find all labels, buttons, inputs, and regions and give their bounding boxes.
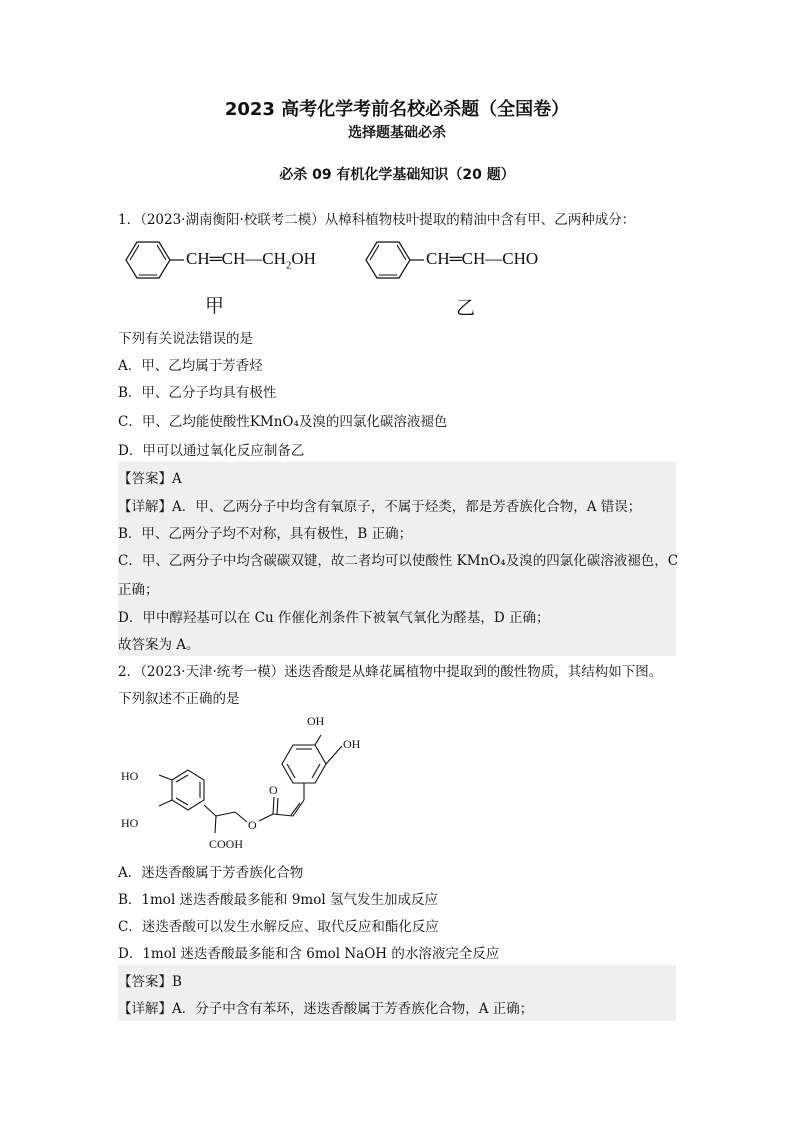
structure-jia-label: 甲 (205, 295, 225, 317)
question-1-option-a: A．甲、乙均属于芳香烃 (118, 358, 263, 374)
question-2-stem: 2．（2023·天津·统考一模）迷迭香酸是从蜂花属植物中提取到的酸性物质，其结构如下图。 (118, 664, 663, 680)
question-1-stem: 1．（2023·湖南衡阳·校联考二模）从樟科植物枝叶提取的精油中含有甲、乙两种成分： (118, 212, 636, 228)
question-2-prompt: 下列叙述不正确的是 (118, 691, 240, 707)
question-1-option-d: D．甲可以通过氧化反应制备乙 (118, 443, 305, 459)
document-title: 2023 高考化学考前名校必杀题（全国卷） (224, 99, 570, 120)
structure-yi-chain: CH═CH—CHO (426, 249, 539, 268)
cooh-label: COOH (209, 837, 244, 851)
question-2-explain-line: 【详解】A．分子中含有苯环，迷迭香酸属于芳香族化合物，A 正确； (118, 1001, 534, 1017)
question-1-explain-line: 正确； (118, 582, 159, 598)
oh-label: OH (343, 737, 361, 751)
question-1-explain-line: 【详解】A．甲、乙两分子中均含有氧原子，不属于烃类，都是芳香族化合物，A 错误； (118, 499, 642, 515)
ho-label: HO (121, 816, 139, 830)
question-2-option-a: A．迷迭香酸属于芳香族化合物 (118, 865, 304, 881)
question-2-answer: 【答案】B (118, 974, 182, 990)
ester-oxygen-label: O (248, 818, 257, 832)
question-2-option-c: C．迷迭香酸可以发生水解反应、取代反应和酯化反应 (118, 919, 439, 935)
carbonyl-oxygen-label: O (269, 783, 278, 797)
question-1-option-c: C．甲、乙均能使酸性KMnO₄及溴的四氯化碳溶液褪色 (118, 414, 448, 430)
question-2-option-b: B．1mol 迷迭香酸最多能和 9mol 氢气发生加成反应 (118, 892, 438, 908)
question-1-explain-line: 故答案为 A。 (118, 637, 200, 653)
question-1-explain-line: B．甲、乙两分子均不对称，具有极性，B 正确； (118, 526, 413, 542)
ho-label: HO (121, 769, 139, 783)
question-1-answer: 【答案】A (118, 471, 182, 487)
benzene-ring-left (172, 770, 204, 810)
benzene-ring-yi (366, 242, 410, 278)
question-1-explain-line: D．甲中醇羟基可以在 Cu 作催化剂条件下被氧气氧化为醛基，D 正确； (118, 610, 550, 626)
rosmarinic-acid-structure (115, 708, 385, 858)
oh-label: OH (307, 714, 325, 728)
question-1-option-b: B．甲、乙分子均具有极性 (118, 385, 277, 401)
question-2-option-d: D．1mol 迷迭香酸最多能和含 6mol NaOH 的水溶液完全反应 (118, 946, 500, 962)
question-1-prompt: 下列有关说法错误的是 (118, 331, 253, 347)
question-1-explain-line: C．甲、乙两分子中均含碳碳双键，故二者均可以使酸性 KMnO₄及溴的四氯化碳溶液褪色，C (118, 553, 679, 569)
section-title: 必杀 09 有机化学基础知识（20 题） (279, 167, 515, 183)
document-subtitle: 选择题基础必杀 (348, 125, 446, 141)
structure-yi-label: 乙 (456, 297, 476, 319)
benzene-ring-jia (126, 242, 170, 278)
structure-jia-chain: $CH═CH—CH_2OH$ (186, 249, 316, 272)
